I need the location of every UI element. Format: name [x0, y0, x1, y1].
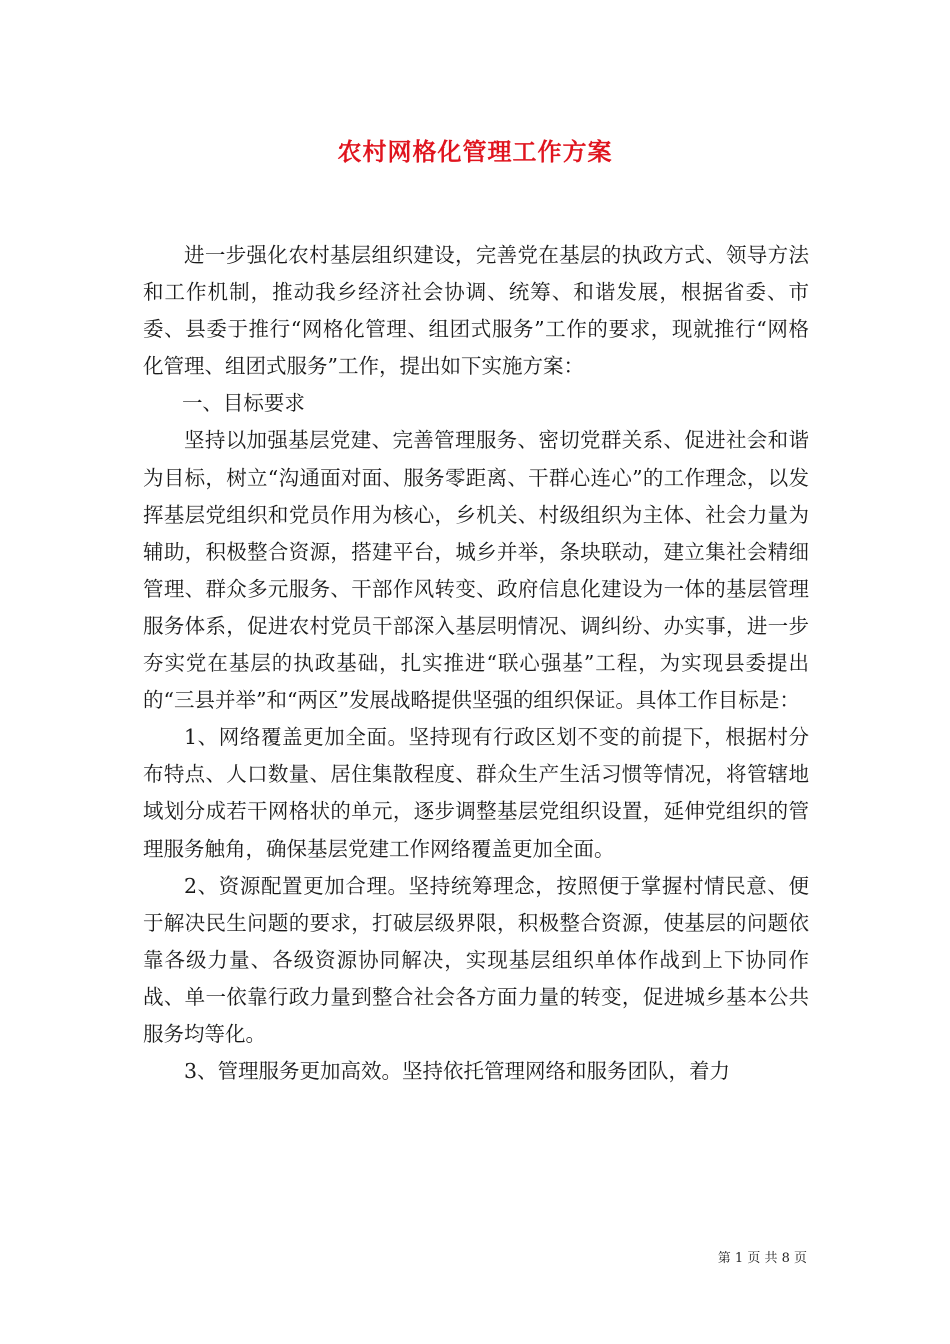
paragraph-item-1: 1、网络覆盖更加全面。坚持现有行政区划不变的前提下，根据村分布特点、人口数量、居住集散程度、群众生产生活习惯等情况，将管辖地域划分成若干网格状的单元，逐步调整基层党组织设置，延伸党组织的管理服务触角，确保基层党建工作网络覆盖更加全面。: [143, 725, 809, 861]
page-number: 第 1 页 共 8 页: [717, 1251, 807, 1266]
paragraph-item-3: 3、管理服务更加高效。坚持依托管理网络和服务团队，着力: [184, 1059, 731, 1084]
paragraph-goals: 坚持以加强基层党建、完善管理服务、密切党群关系、促进社会和谐为目标，树立“沟通面对面、服务零距离、干群心连心”的工作理念，以发挥基层党组织和党员作用为核心，乡机关、村级组织为主体、社会力量为辅助，积极整合资源，搭建平台，城乡并举，条块联动，建立集社会精细管理、群众多元服务、干部作风转变、政府信息化建设为一体的基层管理服务体系，促进农村党员干部深入基层明情况、调纠纷、办实事，进一步夯实党在基层的执政基础，扎实推进“联心强基”工程，为实现县委提出的“三县并举”和“两区”发展战略提供坚强的组织保证。具体工作目标是：: [143, 428, 809, 713]
paragraph-intro: 进一步强化农村基层组织建设，完善党在基层的执政方式、领导方法和工作机制，推动我乡经济社会协调、统筹、和谐发展，根据省委、市委、县委于推行“网格化管理、组团式服务”工作的要求，现就推行“网格化管理、组团式服务”工作，提出如下实施方案：: [143, 243, 809, 379]
paragraph-item-2: 2、资源配置更加合理。坚持统筹理念，按照便于掌握村情民意、便于解决民生问题的要求，打破层级界限，积极整合资源，使基层的问题依靠各级力量、各级资源协同解决，实现基层组织单体作战到上下协同作战、单一依靠行政力量到整合社会各方面力量的转变，促进城乡基本公共服务均等化。: [143, 873, 809, 1046]
document-title: 农村网格化管理工作方案: [337, 137, 613, 166]
section-heading-goals: 一、目标要求: [181, 391, 305, 416]
document-body: [143, 237, 809, 1090]
